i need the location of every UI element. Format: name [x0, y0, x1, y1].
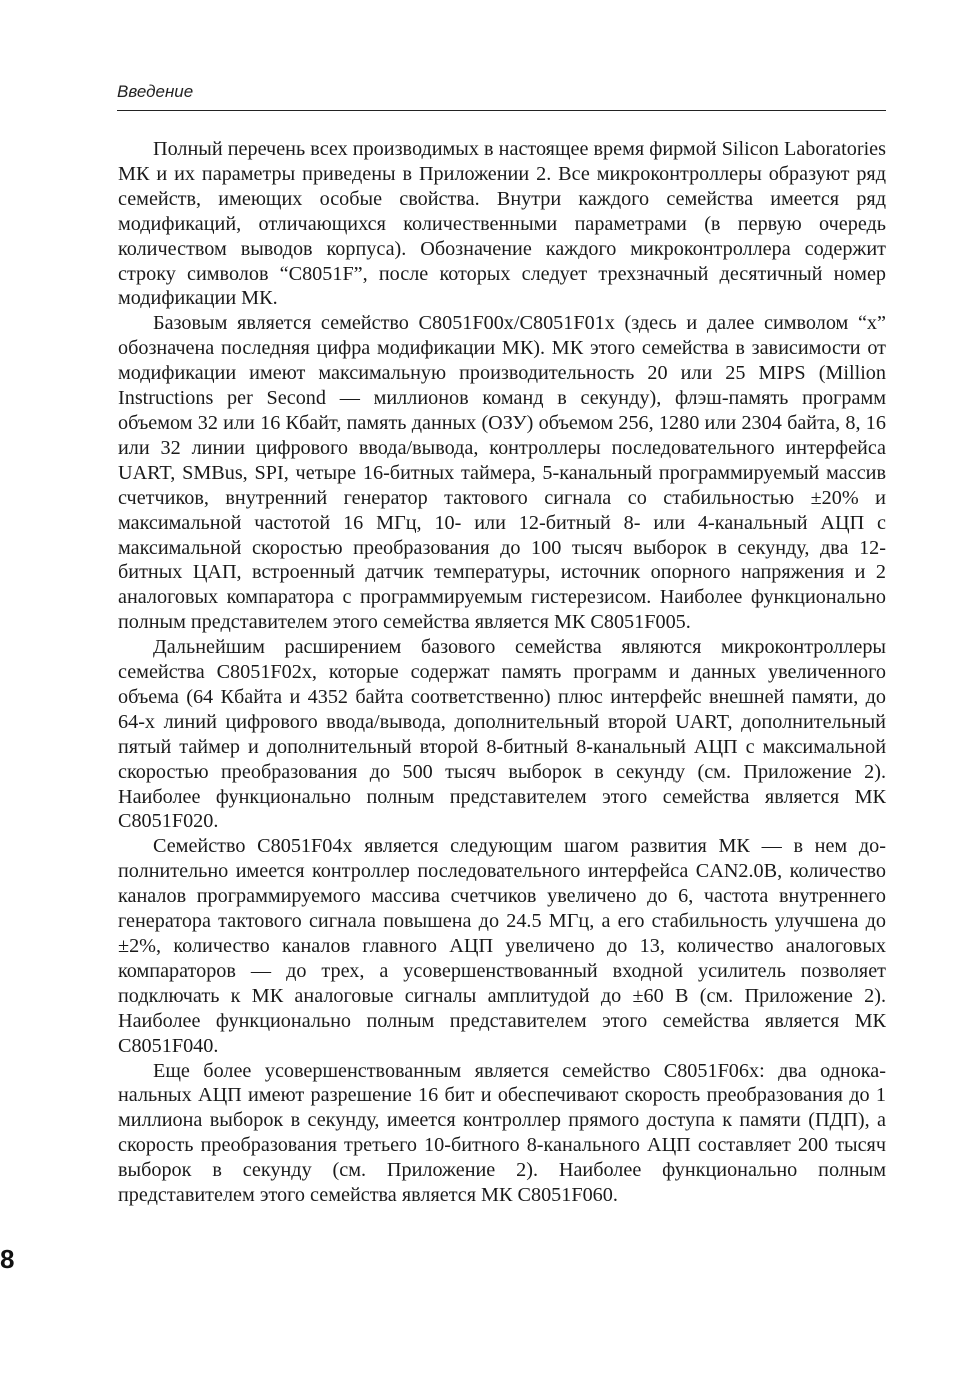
header-divider — [117, 110, 886, 111]
page-number: 8 — [0, 1244, 15, 1274]
paragraph: Еще более усовершенствованным является семейство C8051F06x: два одноканальных АЦП имеют разрешение 16 бит и обеспечивают скорость преобразования до 1 миллиона выборок в секунду, имеется контроллер прямого доступа к памяти (ПДП), а скорость преобразования третьего 10-битного 8-канального АЦП составляет 200 тысяч выборок в секунду (см. Приложение 2). Наиболее функционально полным представителем этого семейства является МК C8051F060. — [118, 1059, 886, 1207]
paragraph: Дальнейшим расширением базового семейства являются микроконтроллеры семейства C8051F02x, которые содержат память программ и данных увеличенного объема (64 Кбайта и 4352 байта соответственно) плюс интерфейс внешней памяти, до 64-х линий цифрового ввода/вывода, дополнительный второй UART, дополнительный пятый таймер и дополнительный второй 8-битный 8-канальный АЦП с максимальной скоростью преобразования до 500 тысяч выборок в секунду (см. Приложение 2). Наиболее функционально полным представителем этого семейства является МК C8051F020. — [118, 636, 886, 833]
body-text — [118, 137, 886, 1208]
paragraph: Базовым является семейство C8051F00x/C8051F01x (здесь и далее символом “x” обозначена последняя цифра модификации МК). МК этого семейства в зависимости от модификации имеют максимальную производительность 20 или 25 MIPS (Million Instructions per Second — миллионов команд в секунду), флэш-память программ объемом 32 или 16 Кбайт, память данных (ОЗУ) объемом 256, 1280 или 2304 байта, 8, 16 или 32 линии цифрового ввода/вывода, контроллеры последовательного интерфейса UART, SMBus, SPI, четыре 16-битных таймера, 5-канальный программируемый массив счетчиков, внутренний генератор тактового сигнала со стабильностью ±20% и максимальной частотой 16 МГц, 10- или 12-битный 8- или 4-канальный АЦП с максимальной скоростью преобразования до 100 тысяч выборок в секунду, два 12-битных ЦАП, встроенный датчик температуры, источник опорного напряжения и 2 аналоговых компаратора с программируемым гистерезисом. Наиболее функционально полным представителем этого семейства является МК C8051F005. — [118, 312, 886, 634]
paragraph: Полный перечень всех производимых в настоящее время фирмой Silicon Laboratories МК и их параметры приведены в Приложении 2. Все микроконтроллеры образуют ряд семейств, имеющих особые свойства. Внутри каждого семейства имеется ряд модификаций, отличающихся количественными параметрами (в первую очередь количеством выводов корпуса). Обозначение каждого микроконтроллера содержит строку символов “C8051F”, после которых следует трехзначный десятичный номер модификации МК. — [118, 138, 886, 310]
paragraph: Семейство C8051F04x является следующим шагом развития МК — в нем дополнительно имеется контроллер последовательного интерфейса CAN2.0B, количество каналов программируемого массива счетчиков увеличено до 6, частота внутреннего генератора тактового сигнала повышена до 24.5 МГц, а его стабильность улучшена до ±2%, количество каналов главного АЦП увеличено до 13, количество аналоговых компараторов — до трех, а усовершенствованный входной усилитель позволяет подключать к МК аналоговые сигналы амплитудой до ±60 В (см. Приложение 2). Наиболее функционально полным представителем этого семейства является МК C8051F040. — [118, 835, 886, 1057]
running-header: Введение — [117, 82, 194, 101]
